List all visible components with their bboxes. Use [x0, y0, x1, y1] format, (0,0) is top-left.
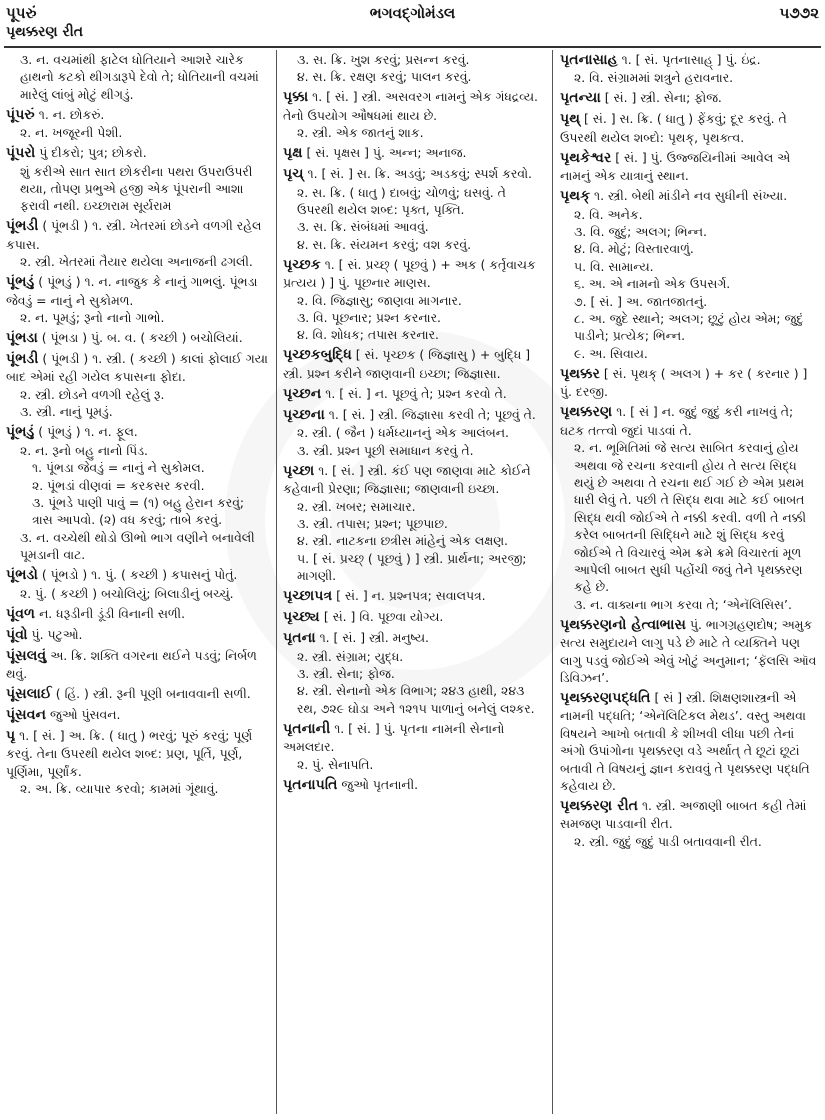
headword: પૂંસલવું: [6, 647, 47, 664]
headword: પૃતનાસાહ: [560, 52, 618, 68]
column-2: [283, 51, 545, 1113]
sub-sense: ૨. ન. પૂમડું; રૂનો નાનો ગાભો.: [20, 310, 165, 326]
dictionary-entry: [283, 462, 545, 585]
sub-sense: ૬. અ. એ નામનો એક ઉપસર્ગ.: [574, 276, 731, 292]
column-divider-1: [276, 50, 277, 1114]
definition: જુઓ પૃતનાની.: [337, 776, 419, 792]
headword: પૃચ્: [283, 166, 304, 183]
dictionary-entry: [6, 605, 268, 623]
sub-sense: ૨. પૂંભડાં વીણવાં = કરકસર કરવી.: [32, 477, 205, 493]
sub-sense: ૩. સ્ત્રી. સેના; ફોજ.: [297, 665, 395, 681]
headword: પૃથક્કરણ: [560, 404, 613, 421]
definition: ( પૂંભડા ) પું. બ. વ. ( કચ્છી ) બચોલિયાં.: [37, 330, 243, 346]
headword: પૂંસવન: [6, 706, 47, 723]
definition: [ સં. પૃથક્ ( અલગ ) + કર ( કરનાર ) ] પું. દરજી.: [560, 365, 808, 400]
definition: ૧. [ સં. ] સ્ત્રી. જિજ્ઞાસા કરવી તે; પૂછવું તે.: [324, 406, 536, 422]
definition: ૧. [ સં. ] પું. પૃતના નામની સેનાનો અમલદાર.: [283, 720, 505, 755]
definition: [ સં. ] વિ. પૂછવા યોગ્ય.: [319, 609, 444, 625]
dictionary-entry: [283, 385, 545, 403]
sub-sense: ૨. ન. ખજૂરની પેશી.: [20, 125, 123, 141]
sub-sense: ૫. [ સં. પ્રચ્છ્ ( પૂછવું ) ] સ્ત્રી. પ્રાર્થના; અરજી; માગણી.: [297, 550, 527, 584]
sub-sense: ૪. વિ. મોટું; વિસ્તારવાળું.: [574, 241, 694, 257]
headword: પૃચ્છ્ય: [283, 609, 320, 626]
definition: ૧. [ સં. પૃતનાસાહ્ ] પું. ઇંદ્ર.: [617, 52, 761, 67]
sub-sense: ૩. ન. વચ્ચેથી થોડો ઊભો ભાગ વણીને બનાવેલી પૂમડાની વાટ.: [20, 529, 255, 563]
definition: ૧. [ સં. ] સ્ત્રી. મનુષ્ય.: [315, 630, 429, 646]
sub-sense: ૨. વિ. અનેક.: [574, 206, 643, 222]
dictionary-entry: [6, 329, 268, 347]
sub-sense: ૨. પું. સેનાપતિ.: [297, 756, 374, 772]
headword: પૃચ્છકબુદ્ધિ: [283, 347, 352, 364]
dictionary-entry: [6, 626, 268, 644]
sub-sense: ૩. વિ. જુદું; અલગ; ભિન્ન.: [574, 224, 707, 240]
dictionary-entry: [6, 144, 268, 215]
sub-sense: ૨. સ્ત્રી. ખબર; સમાચાર.: [297, 498, 416, 514]
headword: પૃ: [6, 727, 16, 744]
headword: પૂંસલાઈ: [6, 685, 52, 702]
sub-sense: ૪. સ્ત્રી. સેનાનો એક વિભાગ; ૨૪૩ હાથી, ૨૪૩ રથ, ૭૨૯ ઘોડા અને ૧૨૧૫ પાળાનું બનેલું લશ્કર.: [297, 683, 535, 716]
dictionary-entry: [6, 106, 268, 142]
headword: પૃથ્: [560, 111, 581, 128]
definition: ન. ધરૂડીની ડૂંડી વિનાની સળી.: [35, 605, 186, 621]
definition: ૧. [ સં. ] અ. ક્રિ. ( ધાતુ ) ભરવું; પૂરું કરવું; પૂર્ણ કરવું. તેના ઉપરથી થયેલ શબ્દ: પ્રણ, પૂર્તિ, પૂર્ણ, પૂર્ણિમા, પૂર્ણાંક.: [6, 727, 253, 779]
definition: [ સં ] સ્ત્રી. શિક્ષણશાસ્ત્રની એ નામની પદ્ધતિ; ‘એનૅલિટિકલ મેથડ’. વસ્તુ અથવા વિષયને આખો બતાવી કે શીખવી લીધા પછી તેનાં અંગો ઉપાંગોના પૃથક્કરણ વડે અર્થાત્ તે છૂટાં છૂટાં બતાવી તે વિષયનું જ્ઞાન કરાવવું તે પૃથક્કરણ પદ્ધતિ કહેવાય છે.: [560, 689, 810, 793]
sub-sense: ૩. પૂંભડે પાણી પાવું = (૧) બહુ હેરાન કરવું; ત્રાસ આપવો. (૨) વધ કરવું; તાબે કરવું.: [32, 494, 245, 528]
dictionary-entry: [560, 149, 820, 185]
headword: પૃતનાપતિ: [283, 776, 338, 793]
dictionary-entry: [283, 165, 545, 253]
dictionary-entry: [283, 88, 545, 141]
definition: ૧. [ સં ] ન. જુદું જુદું કરી નાખવું તે; ઘટક તત્ત્વો જુદાં પાડવાં તે.: [560, 404, 794, 438]
sub-sense: ૩. ન. વચમાંથી ફાટેલ ધોતિયાને આશરે ચારેક હાથનો કટકો થીગડારૂપે દેવો તે; ધોતિયાની વચમાં મારેલું લાંબું મોટું થીગડું.: [20, 52, 259, 102]
sub-sense: ૨. સ્ત્રી. જુદું જુદું પાડી બતાવવાની રીત.: [574, 833, 762, 849]
headword: પૃથક્: [560, 188, 591, 205]
sub-sense: ૨. સ. ક્રિ. ( ધાતુ ) દાબવું; ચોળવું; ઘસવું. તે ઉપરથી થયેલ શબ્દ: પૃક્ત, પૃક્તિ.: [297, 184, 506, 218]
sub-sense: ૯. અ. સિવાય.: [574, 345, 648, 361]
dictionary-entry: [283, 144, 545, 162]
definition: ૧. [ સં. પ્રચ્છ્ ( પૂછવું ) + અક ( કર્તૃવાચક પ્રત્યય ) ] પું. પૂછનાર માણસ.: [283, 256, 536, 291]
sub-sense: ૩. સ્ત્રી. નાનું પૂમડું.: [20, 404, 113, 420]
dictionary-entry: [283, 720, 545, 773]
headword: પૃથક્કરણપદ્ધતિ: [560, 689, 651, 706]
sub-sense: ૨. સ્ત્રી. છોડને વળગી રહેલું રૂ.: [20, 386, 165, 402]
headword: પૂંપરો: [6, 145, 36, 162]
definition: ૧. [ સં. ] ન. પૂછવું તે; પ્રશ્ન કરવો તે.: [321, 385, 507, 401]
guide-word: પૃથક્કરણ રીત: [6, 24, 84, 40]
dictionary-entry: [6, 706, 268, 724]
definition: ૧. [ સં. ] સ. ક્રિ. અડવું; અડકવું; સ્પર્શ કરવો.: [303, 166, 532, 182]
definition: ૧. સ્ત્રી. અજાણી બાબત કહી તેમાં સમજણ પાડવાની રીત.: [560, 798, 807, 832]
sub-sense: ૩. સ્ત્રી. તપાસ; પ્રશ્ન; પૂછપાછ.: [297, 515, 448, 531]
definition: અ. ક્રિ. શક્તિ વગરના થઈને પડવું; નિર્બળ થવું.: [6, 647, 257, 681]
definition: [ સં. ] સ્ત્રી. સેના; ફોજ.: [600, 90, 722, 106]
sub-sense: ૪. સ. ક્રિ. સંયમન કરવું; વશ કરવું.: [297, 236, 472, 252]
headword: પૃતનાની: [283, 720, 331, 737]
sub-sense: ૪. સ. ક્રિ. રક્ષણ કરવું; પાલન કરવું.: [297, 69, 472, 85]
definition: ( હિં. ) સ્ત્રી. રૂની પૂણી બનાવવાની સળી.: [51, 685, 251, 701]
headword: પૂંભડા: [6, 330, 38, 347]
headword: પૂંભડો: [6, 567, 38, 584]
definition: [ સં. ] પું. ઉજ્જયિનીમાં આવેલ એ નામનું એક યાત્રાનું સ્થાન.: [560, 149, 791, 184]
headword: પૃચ્છના: [283, 406, 325, 423]
headword: પૂંભડી: [6, 218, 39, 235]
dictionary-entry: [283, 346, 545, 382]
sub-sense: ૨. વિ. સંગ્રામમાં શત્રુને હરાવનાર.: [574, 70, 734, 86]
definition: [ સં. પૃક્ષસ ] પું. અન્ન; અનાજ.: [302, 145, 467, 161]
headword: પૃતન્યા: [560, 90, 601, 107]
headword: પૃચ્છક: [283, 256, 321, 273]
column-1: [6, 51, 268, 1113]
headword: પૂંપરું: [6, 106, 35, 123]
dictionary-entry: [283, 776, 545, 794]
sub-sense: ૩. સ્ત્રી. પ્રશ્ન પૂછી સમાધાન કરવું તે.: [297, 442, 474, 458]
sub-sense: ૨. પું. ( કચ્છી ) બચોલિયું; બિલાડીનું બચ્ચું.: [20, 585, 234, 601]
headword: પૂંભડું: [6, 274, 35, 291]
headword: પૂંવળ: [6, 605, 36, 622]
sub-sense: ૨. સ્ત્રી. એક જાતનું શાક.: [297, 125, 424, 141]
page-number: ૫૭૭૨: [779, 4, 819, 22]
sub-sense: ૨. અ. ક્રિ. વ્યાપાર કરવો; કામમાં ગૂંથાવું.: [20, 781, 219, 797]
headword: પૃક્કા: [283, 89, 309, 106]
definition: ( પૂંભડું ) ૧. ન. નાજુક કે નાનું ગાભલું. પૂંભડા જેવડું = નાનું ને સુકોમળ.: [6, 274, 258, 308]
dictionary-entry: [283, 406, 545, 459]
definition: પું દીકરો; પુત્ર; છોકરો.: [35, 145, 147, 161]
dictionary-entry: [560, 51, 820, 87]
sub-sense: ૨. ન. રૂનો બહુ નાનો પિંડ.: [20, 442, 148, 458]
dictionary-entry: [560, 403, 820, 613]
sub-sense: ૭. [ સં. ] અ. જાતજાતનું.: [574, 293, 708, 309]
headword: પૃચ્છા: [283, 462, 315, 479]
dictionary-entry: [283, 608, 545, 626]
definition: ( પૂંભડી ) ૧. સ્ત્રી. ખેતરમાં છોડને વળગી રહેલ કપાસ.: [6, 218, 262, 252]
dictionary-entry: [6, 566, 268, 602]
column-divider-2: [552, 50, 553, 1114]
dictionary-entry: [560, 89, 820, 107]
sub-sense: ૪. સ્ત્રી. નાટકના છત્રીસ માંહેનું એક લક્ષણ.: [297, 533, 508, 549]
headword: પૃતના: [283, 630, 316, 647]
headword: પૃથક્કર: [560, 365, 600, 382]
definition: ( પૂંભડું ) ૧. ન. ફૂલ.: [34, 424, 138, 440]
headword: પૂંભડી: [6, 351, 39, 368]
definition: [ સં. ] સ. ક્રિ. ( ધાતુ ) ફેંકવું; દૂર કરવું. તે ઉપરથી થયેલ શબ્દો: પૃથક્, પૃથક્ત્વ.: [560, 111, 787, 145]
dictionary-entry: [283, 587, 545, 605]
sub-sense: ૪. વિ. શોધક; તપાસ કરનાર.: [297, 327, 439, 343]
dictionary-entry: [283, 256, 545, 344]
headword: પૃથકેશ્વર: [560, 149, 612, 166]
headword: પૃચ્છન: [283, 385, 322, 402]
header-title: ભગવદ્ગોમંડલ: [369, 4, 456, 22]
headword: પૃથક્કરણનો હેત્વાભાસ: [560, 616, 687, 633]
header-left-word: પૂપરું: [6, 4, 37, 22]
definition: [ સં. પૃચ્છક ( જિજ્ઞાસુ ) + બુદ્ધિ ] સ્ત્રી. પ્રશ્ન કરીને જાણવાની ઇચ્છા; જિજ્ઞાસા.: [283, 347, 531, 381]
definition: પું. પટુઓ.: [27, 626, 83, 642]
dictionary-entry: [283, 629, 545, 717]
page-header: [6, 4, 819, 24]
sub-sense: ૨. સ્ત્રી. ખેતરમાં તૈયાર થયેલા અનાજની ઢગલી.: [20, 254, 253, 270]
sub-sense: ૮. અ. જુદે સ્થાને; અલગ; છૂટું હોય એમ; જુદું પાડીને; પ્રત્યેક; ભિન્ન.: [574, 311, 804, 344]
dictionary-entry: [6, 423, 268, 563]
dictionary-entry: [560, 110, 820, 146]
dictionary-entry: [560, 797, 820, 850]
sub-sense: ૩. સ. ક્રિ. ખુશ કરવું; પ્રસન્ન કરવું.: [297, 52, 470, 67]
definition: ( પૂંભડો ) ૧. પું. ( કચ્છી ) કપાસનું પોતું.: [37, 567, 238, 583]
sub-sense: ૨. વિ. જિજ્ઞાસુ; જાણવા માગનાર.: [297, 292, 462, 308]
definition: ( પૂંભડી ) ૧. સ્ત્રી. ( કચ્છી ) કાલાં ફોલાઈ ગયા બાદ એમાં રહી ગયેલ કપાસના ફોદા.: [6, 351, 268, 385]
dictionary-entry: [6, 647, 268, 683]
definition: ૧. ન. છોકરું.: [34, 106, 105, 122]
dictionary-entry: [283, 51, 545, 86]
dictionary-entry: [6, 350, 268, 421]
dictionary-entry: [6, 217, 268, 270]
headword: પૃક્ષ: [283, 145, 303, 162]
definition: ૧. [ સં. ] સ્ત્રી. અસવરગ નામનું એક ગંધદ્રવ્ય. તેનો ઉપયોગ ઔષધમાં થાય છે.: [283, 89, 538, 123]
dictionary-entry: [6, 685, 268, 703]
sub-sense: ૫. વિ. સામાન્ય.: [574, 258, 654, 274]
headword: પૃથક્કરણ રીત: [560, 798, 639, 814]
sub-sense: ૩. વિ. પૂછનાર; પ્રશ્ન કરનાર.: [297, 310, 441, 326]
sub-sense: ૨. સ્ત્રી. ( જૈન ) ધર્મધ્યાનનું એક આલંબન.: [297, 425, 509, 441]
dictionary-entry: [6, 273, 268, 326]
definition: જુઓ પુંસવન.: [46, 706, 121, 722]
sub-sense: ૨. સ્ત્રી. સંગ્રામ; યુદ્ધ.: [297, 648, 404, 664]
sub-sense: ૨. ન. ભૂમિતિમાં જે સત્ય સાબિત કરવાનું હોય અથવા જે રચના કરવાની હોય તે સત્ય સિદ્ધ થયું છે અથવા તે રચના થઈ ગઈ છે એમ પ્રથમ ધારી લેવું તે. પછી તે સિદ્ધ થવા માટે કઈ બાબત સિદ્ધ થવી જોઈએ તે નક્કી કરવી. વળી તે નક્કી કરેલ બાબતની સિદ્ધિને માટે શું સિદ્ધ કરવું જોઈએ તે વિચારવું એમ ક્રમે ક્રમે વિચારતાં મૂળ આપેલી બાબત સુધી પહોંચી જવું તેને પૃથક્કરણ કહે છે.: [574, 440, 807, 595]
sub-sense: ૩. સ. ક્રિ. સંબંધમાં આવવું.: [297, 219, 429, 235]
headword: પૂંભડું: [6, 424, 35, 441]
dictionary-entry: [6, 727, 268, 798]
sub-sense: શું કરીએ સાત સાત છોકરીના પથરા ઉપરાઉપરી થયા, તોપણ પ્રભુએ હજી એક પૂંપરાની આશા ફરાવી નથી. ઇચ્છારામ સૂર્યરામ: [20, 163, 253, 214]
header-rule: [4, 46, 821, 48]
sub-sense: ૧. પૂંભડા જેવડું = નાનું ને સુકોમલ.: [32, 460, 205, 476]
dictionary-entry: [560, 365, 820, 401]
dictionary-entry: [560, 689, 820, 794]
definition: [ સં. ] ન. પ્રશ્નપત્ર; સવાલપત્ર.: [332, 588, 486, 604]
sub-sense: ૩. ન. વાક્યના ભાગ કરવા તે; ‘એનૅલિસિસ’.: [574, 596, 792, 612]
dictionary-entry: [560, 616, 820, 687]
definition: ૧. [ સં. ] સ્ત્રી. કંઈ પણ જાણવા માટે કોઈને કહેવાની પ્રેરણા; જિજ્ઞાસા; જાણવાની ઇચ્છા.: [283, 462, 531, 497]
headword: પૂંવો: [6, 626, 28, 643]
dictionary-entry: [560, 187, 820, 362]
headword: પૃચ્છાપત્ર: [283, 588, 333, 605]
column-3: [560, 51, 820, 1113]
definition: પું. ભાગગ્રહણદોષ; અમુક સત્ય સમુદાયને લાગુ પડે છે માટે તે વ્યક્તિને પણ લાગુ પડવું જોઈએ એવું ખોટું અનુમાન; ‘ફૅલસિ ઑવ ડિવિઝન’.: [560, 616, 817, 685]
dictionary-entry: [6, 51, 268, 103]
definition: ૧. સ્ત્રી. બેથી માંડીને નવ સુધીની સંખ્યા.: [590, 188, 788, 204]
